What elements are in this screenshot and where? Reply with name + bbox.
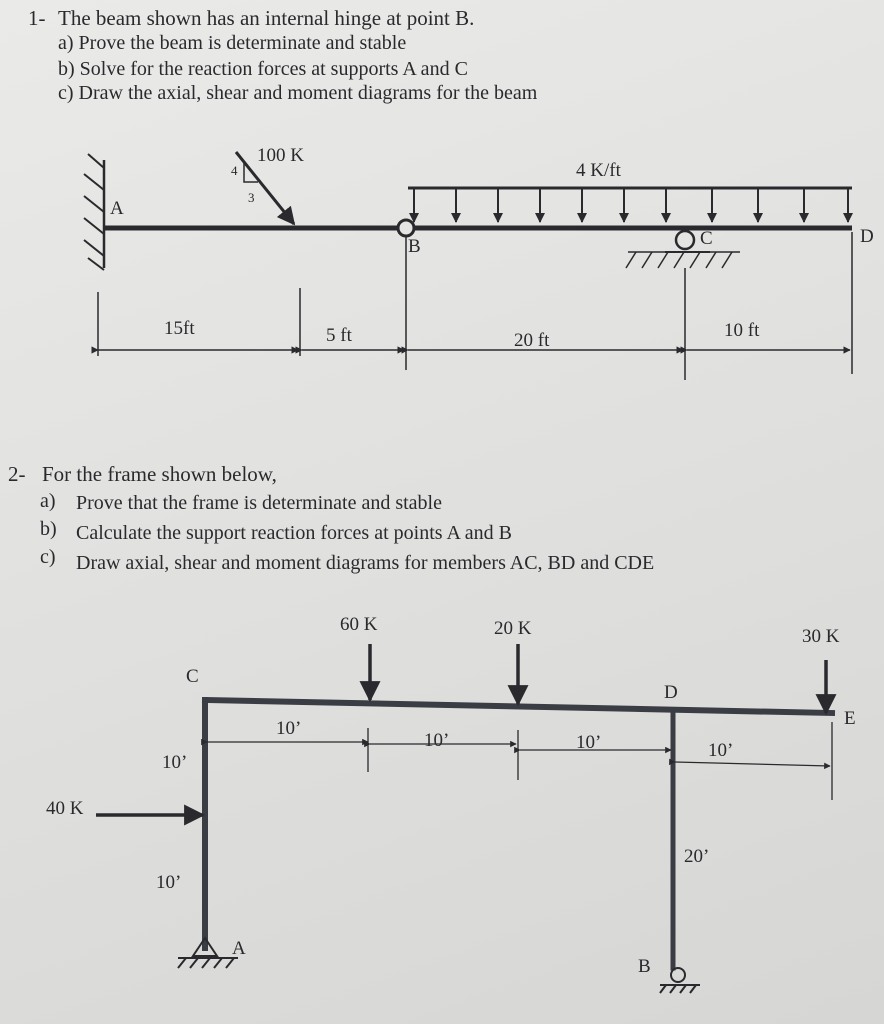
point-load-label: 100 K <box>257 145 304 166</box>
problem1-item-b: b) Solve for the reaction forces at supports A and C <box>58 58 468 80</box>
vdim-upper-left: 10’ <box>162 752 188 773</box>
roller-support-b <box>660 968 700 993</box>
problem2-number: 2- <box>8 462 26 486</box>
slope-horizontal-label: 3 <box>248 190 255 205</box>
dim-20ft: 20 ft <box>514 330 550 351</box>
problem2-item-a: Prove that the frame is determinate and stable <box>76 492 442 514</box>
problem2-item-b: Calculate the support reaction forces at points A and B <box>76 522 512 544</box>
vdim-right: 20’ <box>684 846 710 867</box>
problem1-statement: The beam shown has an internal hinge at point B. <box>58 6 475 30</box>
hdim-1: 10’ <box>276 718 302 739</box>
hdim-3: 10’ <box>576 732 602 753</box>
load-20k-label: 20 K <box>494 618 532 639</box>
hdim-2: 10’ <box>424 730 450 751</box>
distributed-load <box>408 188 852 222</box>
frame-point-c-label: C <box>186 666 199 687</box>
problem1-number: 1- <box>28 6 46 30</box>
dim-10ft: 10 ft <box>724 320 760 341</box>
distributed-load-label: 4 K/ft <box>576 160 621 181</box>
hinge-b <box>398 220 414 236</box>
load-60k-label: 60 K <box>340 614 378 635</box>
frame-point-d-label: D <box>664 682 678 703</box>
point-d-label: D <box>860 226 874 247</box>
dim-15ft: 15ft <box>164 318 195 339</box>
pin-support-a <box>178 938 238 968</box>
problem2-item-c-letter: c) <box>40 546 56 568</box>
problem2-statement: For the frame shown below, <box>42 462 277 486</box>
problem1-item-c: c) Draw the axial, shear and moment diagrams for the beam <box>58 82 538 104</box>
beam-dimensions <box>98 232 852 380</box>
load-40k-label: 40 K <box>46 798 84 819</box>
point-b-label: B <box>408 236 421 257</box>
dim-5ft: 5 ft <box>326 325 352 346</box>
vdim-lower-left: 10’ <box>156 872 182 893</box>
frame-point-a-label: A <box>232 938 246 959</box>
hdim-4: 10’ <box>708 740 734 761</box>
problem2-item-a-letter: a) <box>40 490 56 512</box>
point-a-label: A <box>110 198 124 219</box>
frame-point-e-label: E <box>844 708 856 729</box>
problem1-item-a: a) Prove the beam is determinate and stable <box>58 32 407 54</box>
problem2-item-c: Draw axial, shear and moment diagrams for members AC, BD and CDE <box>76 552 655 574</box>
point-c-label: C <box>700 228 713 249</box>
load-30k-label: 30 K <box>802 626 840 647</box>
slope-vertical-label: 4 <box>231 163 238 178</box>
roller-support-c <box>626 231 740 268</box>
problem2-item-b-letter: b) <box>40 518 57 540</box>
fixed-support-a <box>84 154 104 270</box>
frame-point-b-label: B <box>638 956 651 977</box>
